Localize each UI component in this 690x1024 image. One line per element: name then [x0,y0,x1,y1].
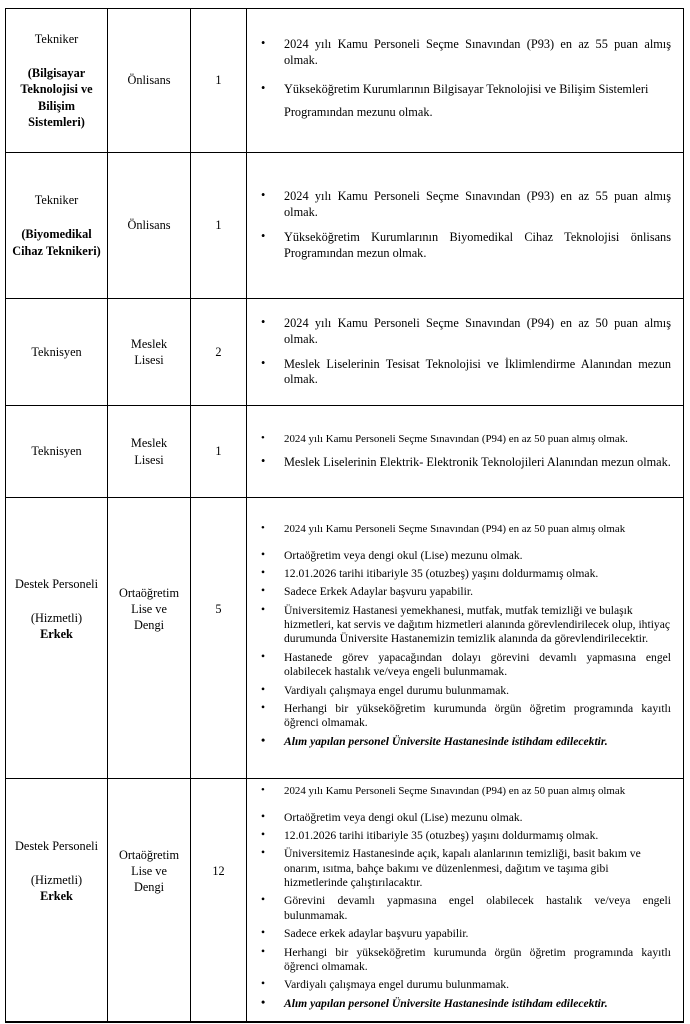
requirements-list [247,189,683,262]
requirement-text: Görevini devamlı yapmasına engel olabilecek hastalık ve/veya engeli bulunmamak. [284,894,671,922]
requirement-text: Alım yapılan personel Üniversite Hastanesinde istihdam edilecektir. [284,734,608,748]
bullet-icon: • [261,584,266,598]
requirement-item [261,230,671,262]
bullet-icon: • [261,700,266,714]
table-row [6,406,684,498]
bullet-icon: • [261,809,266,823]
requirement-text: 2024 yılı Kamu Personeli Seçme Sınavından (P94) en az 50 puan almış olmak [284,522,626,535]
bullet-icon: • [261,784,265,796]
education-cell [108,299,191,406]
education-line: Dengi [133,618,165,633]
education-line: Ortaöğretim [118,847,180,862]
education-line: Önlisans [127,218,171,233]
requirements-cell [247,9,684,153]
requirement-item [261,811,671,825]
requirement-text: Sadece erkek adaylar başvuru yapabilir. [284,927,469,941]
count-cell: 1 [191,9,247,153]
requirement-text: Alım yapılan personel Üniversite Hastanesinde istihdam edilecektir. [284,996,608,1010]
bullet-icon: • [261,431,265,444]
position-cell [6,406,108,498]
position-line: (Bilgisayar Teknolojisi ve Bilişim Sistemleri) [20,66,93,129]
education-cell [108,9,191,153]
education-line: Meslek [130,436,168,451]
education-cell [108,779,191,1023]
requirement-text: Herhangi bir yükseköğretim kurumunda örgün öğretim programında kayıtlı öğrenci olmamak. [284,701,671,730]
requirement-text: Yükseköğretim Kurumlarının Bilgisayar Teknolojisi ve Bilişim Sistemleri Programından mezunu olmak. [284,81,649,119]
requirements-cell [247,299,684,406]
count-cell: 2 [191,299,247,406]
requirement-text: 2024 yılı Kamu Personeli Seçme Sınavından (P94) en az 50 puan almış olmak. [284,432,628,445]
requirement-text: Vardiyalı çalışmaya engel durumu bulunmamak. [284,683,510,697]
bullet-icon: • [261,35,266,50]
requirement-text: Hastanede görev yapacağından dolayı görevini devamlı yapmasına engel olabilecek hastalık ve/veya engeli bulunmamak. [284,650,671,679]
position-cell [6,9,108,153]
requirement-item [261,946,671,975]
table-row [6,9,684,153]
bullet-icon: • [261,521,265,534]
count-cell: 1 [191,406,247,498]
bullet-icon: • [261,188,266,203]
requirement-item [261,651,671,680]
requirement-item [261,357,671,389]
job-announcement-table [5,8,684,1023]
requirement-item [261,735,671,749]
position-cell [6,299,108,406]
requirement-text: Üniversitemiz Hastanesinde açık, kapalı alanlarının temizliği, basit bakım ve onarım, ısıtma, bahçe bakımı ve düzenlenmesi, dağıtım ve taşıma gibi hizmetlerinde çalıştırılacaktır. [284,847,641,890]
requirements-list [247,523,683,749]
requirement-text: Sadece Erkek Adaylar başvuru yapabilir. [284,585,473,599]
bullet-icon: • [261,547,266,561]
requirements-list [247,316,683,389]
requirement-text: Vardiyalı çalışmaya engel durumu bulunmamak. [284,978,510,992]
requirement-item [261,927,671,941]
count-cell: 12 [191,779,247,1023]
bullet-icon: • [261,995,266,1009]
requirement-item [261,829,671,843]
position-cell [6,779,108,1023]
requirement-text: Meslek Liselerinin Tesisat Teknolojisi ve İklimlendirme Alanından mezun olmak. [284,356,671,387]
requirement-item [261,978,671,992]
requirement-item [261,316,671,348]
requirement-text: 2024 yılı Kamu Personeli Seçme Sınavından (P94) en az 50 puan almış olmak. [284,315,671,346]
bullet-icon: • [261,944,266,958]
position-line: Teknisyen [31,444,82,459]
requirement-item [261,78,671,125]
position-line: Destek Personeli [15,838,98,853]
bullet-icon: • [261,893,266,907]
table-row [6,779,684,1023]
count-cell: 1 [191,153,247,299]
position-line: Tekniker [34,31,79,46]
bullet-icon: • [261,355,266,370]
education-line: Dengi [133,880,165,895]
requirement-text: Ortaöğretim veya dengi okul (Lise) mezunu olmak. [284,548,523,562]
position-line: (Hizmetli) [30,610,83,625]
position-line: Teknisyen [31,344,82,359]
requirements-cell [247,779,684,1023]
position-line: Erkek [40,889,73,904]
position-line: (Biyomedikal Cihaz Teknikeri) [12,227,101,258]
requirement-item [261,684,671,698]
bullet-icon: • [261,454,266,469]
requirements-cell [247,153,684,299]
requirements-cell [247,406,684,498]
requirement-item [261,455,671,471]
position-line: (Hizmetli) [30,872,83,887]
bullet-icon: • [261,827,266,841]
education-cell [108,498,191,779]
requirement-item [261,894,671,923]
requirement-item [261,785,671,799]
education-line: Ortaöğretim [118,585,180,600]
requirement-item [261,604,671,647]
bullet-icon: • [261,682,266,696]
requirement-item [261,523,671,537]
bullet-icon: • [261,229,266,243]
bullet-icon: • [261,565,266,579]
education-cell [108,153,191,299]
table-row [6,153,684,299]
requirement-text: Ortaöğretim veya dengi okul (Lise) mezunu olmak. [284,810,523,824]
requirement-text: Üniversitemiz Hastanesi yemekhanesi, mutfak, mutfak temizliği ve bulaşık hizmetleri, kat servis ve dağıtım hizmetleri alanında görevlendirilecek olup, ihtiyaç durumunda Üniversite Hastanemizin temizlik alanında da görevlendirilecektir. [284,603,671,646]
education-line: Lisesi [134,353,164,367]
position-line: Destek Personeli [15,576,98,591]
requirement-text: 2024 yılı Kamu Personeli Seçme Sınavından (P93) en az 55 puan almış olmak. [284,36,671,67]
bullet-icon: • [261,649,266,663]
bullet-icon: • [261,733,266,747]
bullet-icon: • [261,80,266,95]
bullet-icon: • [261,314,266,329]
announcement-table-body [6,9,684,1023]
education-line: Lise ve [131,601,167,616]
count-cell: 5 [191,498,247,779]
requirement-text: 12.01.2026 tarihi itibariyle 35 (otuzbeş) yaşını doldurmamış olmak. [284,566,599,580]
education-line: Lisesi [134,452,164,467]
requirement-item [261,432,671,446]
requirement-item [261,37,671,69]
education-line: Meslek [130,336,168,351]
requirement-text: 2024 yılı Kamu Personeli Seçme Sınavından (P94) en az 50 puan almış olmak [284,785,626,797]
position-cell [6,498,108,779]
education-line: Önlisans [127,73,171,88]
bullet-icon: • [261,602,266,616]
position-line: Tekniker [34,193,79,208]
table-row [6,498,684,779]
requirement-item [261,702,671,731]
position-line: Erkek [40,627,73,642]
requirement-text: Yükseköğretim Kurumlarının Biyomedikal Cihaz Teknolojisi önlisans Programından mezun olmak. [284,230,671,260]
position-cell [6,153,108,299]
requirement-text: Herhangi bir yükseköğretim kurumunda örgün öğretim programında kayıtlı öğrenci olmamak. [284,945,671,973]
bullet-icon: • [261,926,266,940]
table-row [6,299,684,406]
requirement-item [261,189,671,221]
requirements-list [247,785,683,1011]
education-cell [108,406,191,498]
requirement-item [261,549,671,563]
requirements-list [247,432,683,471]
requirements-cell [247,498,684,779]
requirement-item [261,585,671,599]
bullet-icon: • [261,977,266,991]
bullet-icon: • [261,846,266,860]
education-line: Lise ve [131,863,167,878]
requirement-item [261,847,671,890]
requirement-item [261,567,671,581]
requirement-text: Meslek Liselerinin Elektrik- Elektronik Teknolojileri Alanından mezun olmak. [284,455,671,470]
requirement-text: 2024 yılı Kamu Personeli Seçme Sınavından (P93) en az 55 puan almış olmak. [284,189,671,220]
requirements-list [247,37,683,125]
requirement-item [261,997,671,1011]
requirement-text: 12.01.2026 tarihi itibariyle 35 (otuzbeş) yaşını doldurmamış olmak. [284,828,599,842]
